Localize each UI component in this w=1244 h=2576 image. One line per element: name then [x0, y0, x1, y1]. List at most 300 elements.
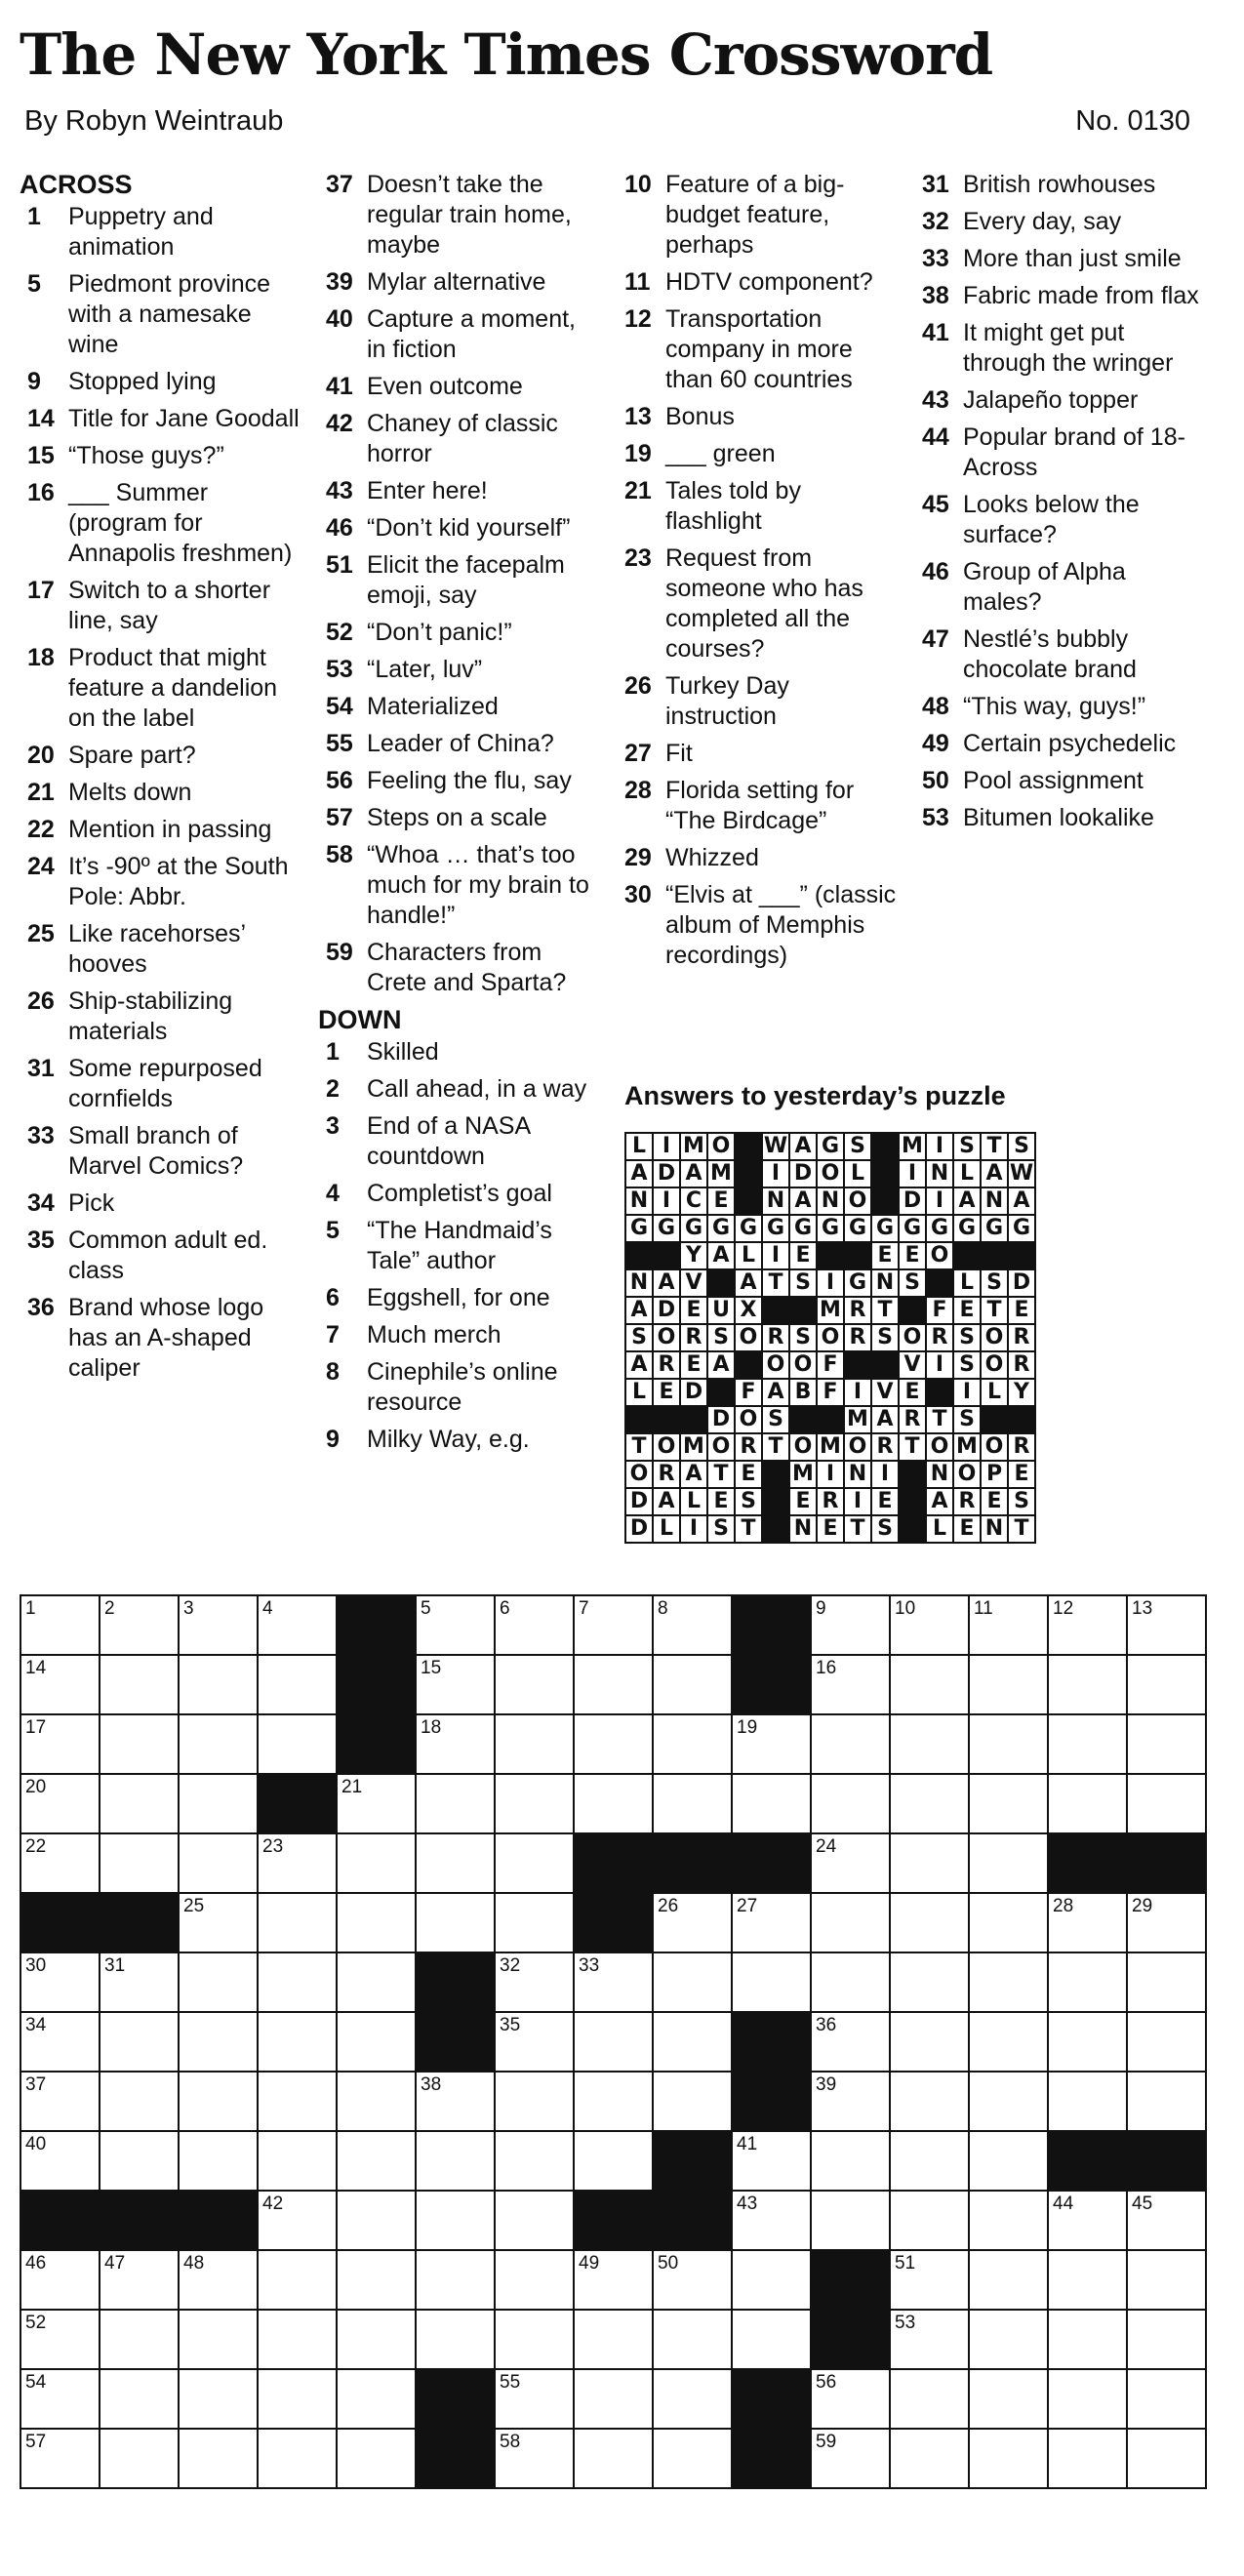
clue-text: Eggshell, for one: [367, 1284, 550, 1311]
grid-cell[interactable]: [258, 2191, 337, 2250]
cell-number: 18: [421, 1717, 442, 1738]
grid-cell[interactable]: [890, 1893, 969, 1952]
grid-cell[interactable]: [258, 1833, 337, 1893]
grid-cell[interactable]: [890, 2369, 969, 2429]
grid-cell[interactable]: [811, 1595, 890, 1655]
grid-cell[interactable]: [337, 2191, 416, 2250]
grid-cell[interactable]: [574, 1655, 653, 1714]
grid-cell[interactable]: [179, 2429, 258, 2488]
clue-number: 29: [624, 844, 652, 871]
clue-number: 44: [922, 423, 949, 451]
grid-cell[interactable]: [495, 2250, 574, 2310]
grid-cell[interactable]: [495, 1595, 574, 1655]
grid-cell[interactable]: [1048, 2369, 1127, 2429]
across-clue: [318, 618, 601, 648]
grid-cell[interactable]: [969, 1595, 1048, 1655]
grid-cell[interactable]: [100, 2429, 179, 2488]
grid-cell[interactable]: [574, 2429, 653, 2488]
answer-letter: A: [653, 1269, 680, 1297]
clue-text: Tales told by flashlight: [665, 477, 801, 535]
grid-cell[interactable]: [969, 2429, 1048, 2488]
grid-cell[interactable]: [20, 2250, 100, 2310]
clue-text: Melts down: [68, 779, 192, 806]
clue-number: 35: [27, 1227, 55, 1254]
grid-cell[interactable]: [495, 1655, 574, 1714]
grid-cell[interactable]: [100, 2369, 179, 2429]
grid-cell[interactable]: [258, 1714, 337, 1774]
grid-cell[interactable]: [1127, 2072, 1206, 2131]
answer-letter: G: [844, 1215, 871, 1242]
clue-text: Stopped lying: [68, 368, 217, 395]
clue-text: Request from someone who has completed all the courses?: [665, 544, 863, 663]
grid-cell[interactable]: [495, 1833, 574, 1893]
grid-cell[interactable]: [653, 2072, 732, 2131]
answer-black-square: [899, 1488, 926, 1515]
grid-cell[interactable]: [811, 1893, 890, 1952]
clue-number: 47: [922, 625, 949, 653]
answer-letter: O: [844, 1187, 871, 1215]
grid-cell[interactable]: [337, 2131, 416, 2191]
grid-cell[interactable]: [653, 1952, 732, 2012]
clue-number: 38: [922, 282, 949, 309]
grid-cell[interactable]: [969, 1833, 1048, 1893]
grid-cell[interactable]: [337, 1893, 416, 1952]
grid-cell[interactable]: [811, 2131, 890, 2191]
grid-cell[interactable]: [653, 1714, 732, 1774]
grid-cell[interactable]: [1048, 1655, 1127, 1714]
grid-cell[interactable]: [179, 2250, 258, 2310]
cell-number: 2: [104, 1598, 115, 1619]
grid-cell[interactable]: [20, 2369, 100, 2429]
grid-cell[interactable]: [1048, 2310, 1127, 2369]
clue-text: ___ Summer (program for Annapolis freshmen): [68, 479, 293, 567]
grid-cell[interactable]: [574, 1714, 653, 1774]
cell-number: 30: [25, 1955, 47, 1976]
clue-number: 39: [326, 268, 353, 296]
grid-cell[interactable]: [1048, 1714, 1127, 1774]
grid-cell[interactable]: [337, 2012, 416, 2072]
down-clue: [617, 739, 900, 769]
answer-black-square: [735, 1133, 762, 1160]
answer-letter: R: [1008, 1324, 1035, 1351]
grid-cell[interactable]: [969, 1655, 1048, 1714]
grid-cell[interactable]: [732, 1952, 811, 2012]
answer-letter: E: [789, 1488, 817, 1515]
answer-letter: D: [653, 1160, 680, 1187]
clue-text: Pick: [68, 1189, 115, 1217]
grid-cell[interactable]: [100, 1595, 179, 1655]
grid-cell[interactable]: [100, 1952, 179, 2012]
clue-text: Chaney of classic horror: [367, 410, 558, 467]
answer-black-square: [762, 1488, 789, 1515]
grid-cell[interactable]: [653, 1595, 732, 1655]
answer-letter: R: [844, 1324, 871, 1351]
grid-cell[interactable]: [1048, 1774, 1127, 1833]
cell-number: 39: [816, 2074, 837, 2095]
grid-cell[interactable]: [416, 2191, 495, 2250]
grid-cell[interactable]: [574, 2250, 653, 2310]
clue-text: Completist’s goal: [367, 1180, 552, 1207]
answer-letter: A: [735, 1269, 762, 1297]
answer-letter: G: [735, 1215, 762, 1242]
answer-black-square: [1008, 1406, 1035, 1433]
grid-cell[interactable]: [653, 2369, 732, 2429]
grid-cell[interactable]: [969, 2072, 1048, 2131]
grid-cell[interactable]: [890, 2191, 969, 2250]
answer-letter: N: [926, 1461, 953, 1488]
grid-cell[interactable]: [495, 1774, 574, 1833]
grid-cell[interactable]: [811, 2012, 890, 2072]
grid-cell[interactable]: [811, 1774, 890, 1833]
grid-cell[interactable]: [811, 2429, 890, 2488]
grid-cell[interactable]: [416, 1893, 495, 1952]
down-clue: [617, 267, 900, 298]
black-square: [653, 2131, 732, 2191]
grid-cell[interactable]: [653, 2429, 732, 2488]
grid-cell[interactable]: [732, 1714, 811, 1774]
grid-cell[interactable]: [179, 1774, 258, 1833]
grid-cell[interactable]: [20, 1595, 100, 1655]
grid-cell[interactable]: [732, 2131, 811, 2191]
black-square: [100, 2191, 179, 2250]
grid-cell[interactable]: [1127, 2310, 1206, 2369]
grid-cell[interactable]: [890, 1952, 969, 2012]
grid-cell[interactable]: [1127, 2429, 1206, 2488]
grid-cell[interactable]: [258, 2012, 337, 2072]
clue-number: 52: [326, 619, 353, 646]
answer-letter: I: [926, 1187, 953, 1215]
down-clue: [617, 402, 900, 432]
grid-cell[interactable]: [732, 2250, 811, 2310]
clue-text: Common adult ed. class: [68, 1227, 268, 1284]
answer-letter: I: [926, 1351, 953, 1379]
grid-cell[interactable]: [100, 2131, 179, 2191]
answer-letter: I: [680, 1515, 707, 1543]
grid-cell[interactable]: [258, 2072, 337, 2131]
black-square: [1048, 2131, 1127, 2191]
grid-cell[interactable]: [811, 2072, 890, 2131]
grid-cell[interactable]: [574, 2369, 653, 2429]
grid-cell[interactable]: [100, 1655, 179, 1714]
answer-letter: F: [817, 1379, 844, 1406]
grid-cell[interactable]: [811, 1833, 890, 1893]
clue-number: 50: [922, 767, 949, 794]
down-clue: [617, 776, 900, 836]
clue-number: 9: [326, 1426, 340, 1453]
grid-cell[interactable]: [100, 1714, 179, 1774]
grid-cell[interactable]: [890, 2310, 969, 2369]
grid-cell[interactable]: [179, 1714, 258, 1774]
grid-cell[interactable]: [1127, 1893, 1206, 1952]
grid-cell[interactable]: [337, 2369, 416, 2429]
answer-letter: D: [653, 1297, 680, 1324]
grid-cell[interactable]: [574, 1595, 653, 1655]
grid-cell[interactable]: [890, 1595, 969, 1655]
grid-cell[interactable]: [890, 1833, 969, 1893]
down-clue: [318, 1425, 601, 1455]
grid-cell[interactable]: [1127, 1714, 1206, 1774]
cell-number: 13: [1132, 1598, 1153, 1619]
grid-cell[interactable]: [100, 2250, 179, 2310]
answer-letter: O: [926, 1242, 953, 1269]
grid-cell[interactable]: [100, 2310, 179, 2369]
grid-cell[interactable]: [653, 2250, 732, 2310]
answer-letter: S: [707, 1324, 735, 1351]
answer-letter: W: [1009, 1161, 1034, 1186]
grid-cell[interactable]: [495, 2131, 574, 2191]
down-clue: [914, 729, 1207, 759]
clue-text: Doesn’t take the regular train home, maybe: [367, 171, 572, 259]
cell-number: 50: [658, 2253, 679, 2274]
down_heading-heading: DOWN: [318, 1005, 402, 1034]
grid-cell[interactable]: [969, 2310, 1048, 2369]
grid-cell[interactable]: [811, 1655, 890, 1714]
answer-black-square: [926, 1269, 953, 1297]
clue-number: 33: [922, 245, 949, 272]
grid-cell[interactable]: [1127, 1952, 1206, 2012]
grid-cell[interactable]: [416, 2072, 495, 2131]
grid-cell[interactable]: [969, 2012, 1048, 2072]
grid-cell[interactable]: [258, 2310, 337, 2369]
grid-cell[interactable]: [20, 2072, 100, 2131]
answer-letter: F: [817, 1351, 844, 1379]
answer-letter: E: [707, 1187, 735, 1215]
grid-cell[interactable]: [20, 1952, 100, 2012]
grid-cell[interactable]: [969, 2250, 1048, 2310]
grid-cell[interactable]: [1048, 1595, 1127, 1655]
grid-cell[interactable]: [495, 2369, 574, 2429]
down-clue: [318, 1283, 601, 1313]
grid-cell[interactable]: [1048, 2250, 1127, 2310]
grid-cell[interactable]: [258, 1952, 337, 2012]
grid-cell[interactable]: [258, 1595, 337, 1655]
answer-black-square: [817, 1406, 844, 1433]
grid-cell[interactable]: [653, 1655, 732, 1714]
grid-cell[interactable]: [969, 1952, 1048, 2012]
grid-cell[interactable]: [179, 2131, 258, 2191]
answer-letter: A: [625, 1297, 653, 1324]
grid-cell[interactable]: [495, 1714, 574, 1774]
grid-cell[interactable]: [337, 2429, 416, 2488]
grid-cell[interactable]: [258, 1655, 337, 1714]
grid-cell[interactable]: [653, 1893, 732, 1952]
grid-cell[interactable]: [969, 1714, 1048, 1774]
grid-cell[interactable]: [179, 2012, 258, 2072]
grid-cell[interactable]: [100, 2072, 179, 2131]
answer-letter: O: [899, 1324, 926, 1351]
grid-cell[interactable]: [337, 1833, 416, 1893]
grid-cell[interactable]: [416, 2250, 495, 2310]
grid-cell[interactable]: [179, 1655, 258, 1714]
grid-cell[interactable]: [1127, 2191, 1206, 2250]
grid-cell[interactable]: [890, 2131, 969, 2191]
black-square: [732, 1595, 811, 1655]
grid-cell[interactable]: [258, 2250, 337, 2310]
grid-cell[interactable]: [653, 2012, 732, 2072]
grid-cell[interactable]: [890, 2250, 969, 2310]
cell-number: 14: [25, 1658, 47, 1678]
byline: By Robyn Weintraub: [24, 105, 284, 137]
answer-letter: M: [817, 1297, 844, 1324]
grid-cell[interactable]: [732, 1774, 811, 1833]
clue-text: More than just smile: [963, 245, 1182, 272]
grid-cell[interactable]: [20, 2310, 100, 2369]
cell-number: 26: [658, 1896, 679, 1916]
grid-cell[interactable]: [416, 1595, 495, 1655]
grid-cell[interactable]: [1048, 2072, 1127, 2131]
grid-cell[interactable]: [20, 2131, 100, 2191]
clue-text: British rowhouses: [963, 171, 1156, 198]
black-square: [732, 1833, 811, 1893]
grid-cell[interactable]: [811, 2191, 890, 2250]
grid-cell[interactable]: [811, 1952, 890, 2012]
clue-text: Ship-stabilizing materials: [68, 987, 233, 1045]
grid-cell[interactable]: [653, 2310, 732, 2369]
answer-letter: I: [817, 1461, 844, 1488]
black-square: [732, 1655, 811, 1714]
grid-cell[interactable]: [574, 2072, 653, 2131]
grid-cell[interactable]: [179, 1595, 258, 1655]
grid-cell[interactable]: [653, 1774, 732, 1833]
grid-cell[interactable]: [179, 1833, 258, 1893]
grid-cell[interactable]: [890, 1774, 969, 1833]
grid-cell[interactable]: [1127, 2012, 1206, 2072]
clue-text: “Don’t kid yourself”: [367, 514, 571, 542]
grid-cell[interactable]: [258, 2131, 337, 2191]
cell-number: 33: [579, 1955, 600, 1976]
grid-cell[interactable]: [890, 2072, 969, 2131]
grid-cell[interactable]: [179, 2072, 258, 2131]
across-clue: [20, 478, 302, 569]
answer-black-square: [871, 1187, 899, 1215]
answer-letter: T: [735, 1515, 762, 1543]
answer-letter: O: [817, 1324, 844, 1351]
cell-number: 11: [974, 1598, 993, 1619]
answer-letter: E: [899, 1242, 926, 1269]
grid-cell[interactable]: [20, 2429, 100, 2488]
grid-cell[interactable]: [1048, 1893, 1127, 1952]
grid-cell[interactable]: [1127, 1595, 1206, 1655]
clue-number: 26: [27, 987, 55, 1015]
grid-cell[interactable]: [732, 2191, 811, 2250]
grid-cell[interactable]: [1048, 2429, 1127, 2488]
answer-letter: E: [680, 1297, 707, 1324]
grid-cell[interactable]: [574, 1774, 653, 1833]
grid-cell[interactable]: [495, 2072, 574, 2131]
grid-cell[interactable]: [890, 1655, 969, 1714]
grid-cell[interactable]: [495, 2429, 574, 2488]
answer-letter: G: [953, 1215, 981, 1242]
grid-cell[interactable]: [1127, 1774, 1206, 1833]
grid-cell[interactable]: [495, 2191, 574, 2250]
grid-cell[interactable]: [20, 1833, 100, 1893]
clue-text: End of a NASA countdown: [367, 1112, 530, 1170]
grid-cell[interactable]: [969, 2369, 1048, 2429]
answer-black-square: [762, 1297, 789, 1324]
grid-cell[interactable]: [495, 2310, 574, 2369]
grid-cell[interactable]: [100, 2012, 179, 2072]
grid-cell[interactable]: [20, 1714, 100, 1774]
grid-cell[interactable]: [100, 1774, 179, 1833]
grid-cell[interactable]: [337, 2072, 416, 2131]
grid-cell[interactable]: [574, 1952, 653, 2012]
grid-cell[interactable]: [100, 1833, 179, 1893]
grid-cell[interactable]: [890, 1714, 969, 1774]
grid-cell[interactable]: [890, 2429, 969, 2488]
grid-cell[interactable]: [1048, 2012, 1127, 2072]
grid-cell[interactable]: [1127, 2250, 1206, 2310]
grid-cell[interactable]: [416, 1714, 495, 1774]
black-square: [337, 1655, 416, 1714]
grid-cell[interactable]: [258, 2369, 337, 2429]
cell-number: 48: [183, 2253, 205, 2274]
grid-cell[interactable]: [969, 2131, 1048, 2191]
grid-cell[interactable]: [1127, 2369, 1206, 2429]
answer-letter: L: [625, 1379, 653, 1406]
grid-cell[interactable]: [20, 1655, 100, 1714]
grid-cell[interactable]: [1127, 1655, 1206, 1714]
grid-cell[interactable]: [969, 1893, 1048, 1952]
grid-cell[interactable]: [574, 2012, 653, 2072]
clue-text: Like racehorses’ hooves: [68, 920, 246, 978]
grid-cell[interactable]: [495, 2012, 574, 2072]
clue-number: 28: [624, 777, 652, 804]
grid-cell[interactable]: [416, 2310, 495, 2369]
grid-cell[interactable]: [574, 2310, 653, 2369]
grid-cell[interactable]: [179, 1893, 258, 1952]
grid-cell[interactable]: [890, 2012, 969, 2072]
grid-cell[interactable]: [258, 2429, 337, 2488]
grid-cell[interactable]: [574, 2131, 653, 2191]
answer-letter: R: [1008, 1433, 1035, 1461]
answer-letter: S: [981, 1269, 1008, 1297]
grid-cell[interactable]: [20, 2012, 100, 2072]
grid-cell[interactable]: [811, 2369, 890, 2429]
grid-cell[interactable]: [732, 2310, 811, 2369]
across-clue: [20, 919, 302, 980]
grid-cell[interactable]: [179, 1952, 258, 2012]
grid-cell[interactable]: [337, 1952, 416, 2012]
grid-cell[interactable]: [416, 1655, 495, 1714]
answer-letter: G: [817, 1215, 844, 1242]
grid-cell[interactable]: [1048, 2191, 1127, 2250]
answer-letter: N: [844, 1461, 871, 1488]
grid-cell[interactable]: [811, 1714, 890, 1774]
clue-number: 3: [326, 1112, 340, 1140]
grid-cell[interactable]: [337, 2310, 416, 2369]
clue-text: Cinephile’s online resource: [367, 1358, 558, 1416]
grid-cell[interactable]: [495, 1952, 574, 2012]
grid-cell[interactable]: [495, 1893, 574, 1952]
grid-cell[interactable]: [969, 1774, 1048, 1833]
grid-cell[interactable]: [179, 2310, 258, 2369]
grid-cell[interactable]: [416, 1833, 495, 1893]
grid-cell[interactable]: [416, 1774, 495, 1833]
grid-cell[interactable]: [969, 2191, 1048, 2250]
grid-cell[interactable]: [337, 1774, 416, 1833]
grid-cell[interactable]: [337, 2250, 416, 2310]
across-clue: [318, 938, 601, 998]
across-clue: [318, 170, 601, 261]
grid-cell[interactable]: [1048, 1952, 1127, 2012]
grid-cell[interactable]: [416, 2131, 495, 2191]
grid-cell[interactable]: [179, 2369, 258, 2429]
grid-cell[interactable]: [258, 1893, 337, 1952]
grid-cell[interactable]: [732, 1893, 811, 1952]
grid-cell[interactable]: [20, 1774, 100, 1833]
down-clue: [617, 671, 900, 732]
clue-column-2: [318, 170, 601, 1462]
